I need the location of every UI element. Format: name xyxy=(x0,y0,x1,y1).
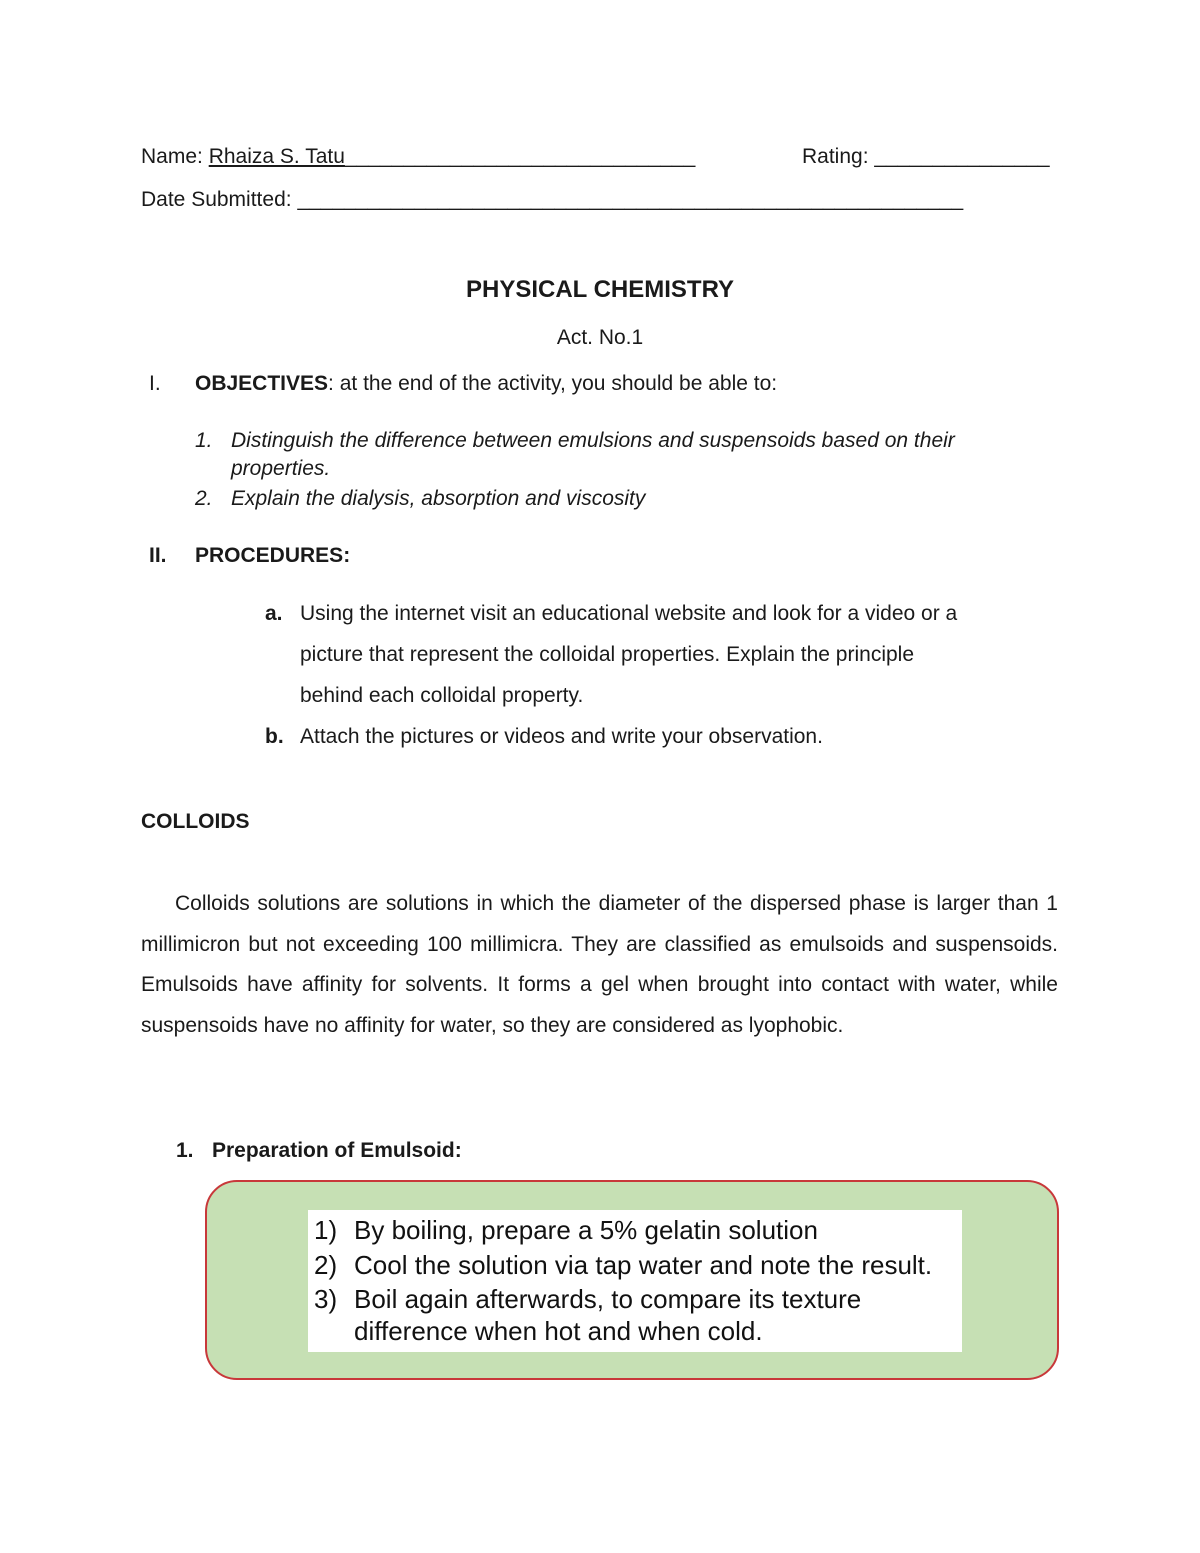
objective-1-text-cont: properties. xyxy=(231,457,331,480)
objective-2-text: Explain the dialysis, absorption and viscosity xyxy=(231,487,646,510)
name-label: Name: xyxy=(141,145,203,168)
step-2-number: 2) xyxy=(314,1250,338,1280)
date-line xyxy=(141,188,963,212)
procedure-a-letter: a. xyxy=(265,602,283,625)
procedure-b-letter: b. xyxy=(265,725,284,748)
objective-1-number: 1. xyxy=(195,429,213,452)
rating-label: Rating: xyxy=(802,145,869,168)
procedures-numeral: II. xyxy=(149,544,167,567)
page-title: PHYSICAL CHEMISTRY xyxy=(465,276,735,303)
procedures-heading: PROCEDURES: xyxy=(195,544,351,567)
objective-1-text: Distinguish the difference between emulsions and suspensoids based on their xyxy=(231,429,955,452)
colloids-paragraph: Colloids solutions are solutions in which the diameter of the dispersed phase is larger than 1 millimicron but not exceeding 100 millimicra. They are classified as emulsoids and suspensoids. Emulsoids have affinity for solvents. It forms a gel when brought into contact with water, while suspensoids have no affinity for water, so they are considered as lyophobic. xyxy=(141,892,1058,1037)
step-3-number: 3) xyxy=(314,1284,338,1314)
step-1-text: By boiling, prepare a 5% gelatin solution xyxy=(354,1215,818,1245)
colloids-heading: COLLOIDS xyxy=(141,810,250,833)
activity-number: Act. No.1 xyxy=(556,326,644,349)
name-value[interactable]: Rhaiza S. Tatu xyxy=(208,145,345,168)
name-blank: ______________________________ xyxy=(344,145,696,168)
objective-2-number: 2. xyxy=(195,487,213,510)
name-line xyxy=(141,145,695,169)
step-3-text-cont: difference when hot and when cold. xyxy=(354,1316,763,1346)
step-1-number: 1) xyxy=(314,1215,338,1245)
section-1-heading: Preparation of Emulsoid: xyxy=(212,1139,462,1162)
date-label: Date Submitted: xyxy=(141,188,292,211)
objectives-intro: : at the end of the activity, you should be able to: xyxy=(328,372,778,395)
step-2-text: Cool the solution via tap water and note the result. xyxy=(354,1250,933,1280)
date-blank[interactable]: _________________________________________________________ xyxy=(297,188,964,211)
procedure-a-text: Using the internet visit an educational website and look for a video or a xyxy=(300,602,958,625)
procedure-b-text: Attach the pictures or videos and write your observation. xyxy=(300,725,823,748)
objectives-numeral: I. xyxy=(149,372,161,395)
rating-line xyxy=(802,145,1050,169)
instruction-image xyxy=(308,1210,962,1352)
objectives-heading-line xyxy=(195,372,777,396)
rating-blank[interactable]: _______________ xyxy=(874,145,1050,168)
section-1-number: 1. xyxy=(176,1139,194,1162)
procedure-a-text-cont2: behind each colloidal property. xyxy=(300,684,584,707)
procedure-a-text-cont: picture that represent the colloidal properties. Explain the principle xyxy=(300,643,915,666)
objectives-heading: OBJECTIVES xyxy=(195,372,329,395)
step-3-text: Boil again afterwards, to compare its texture xyxy=(354,1284,862,1314)
